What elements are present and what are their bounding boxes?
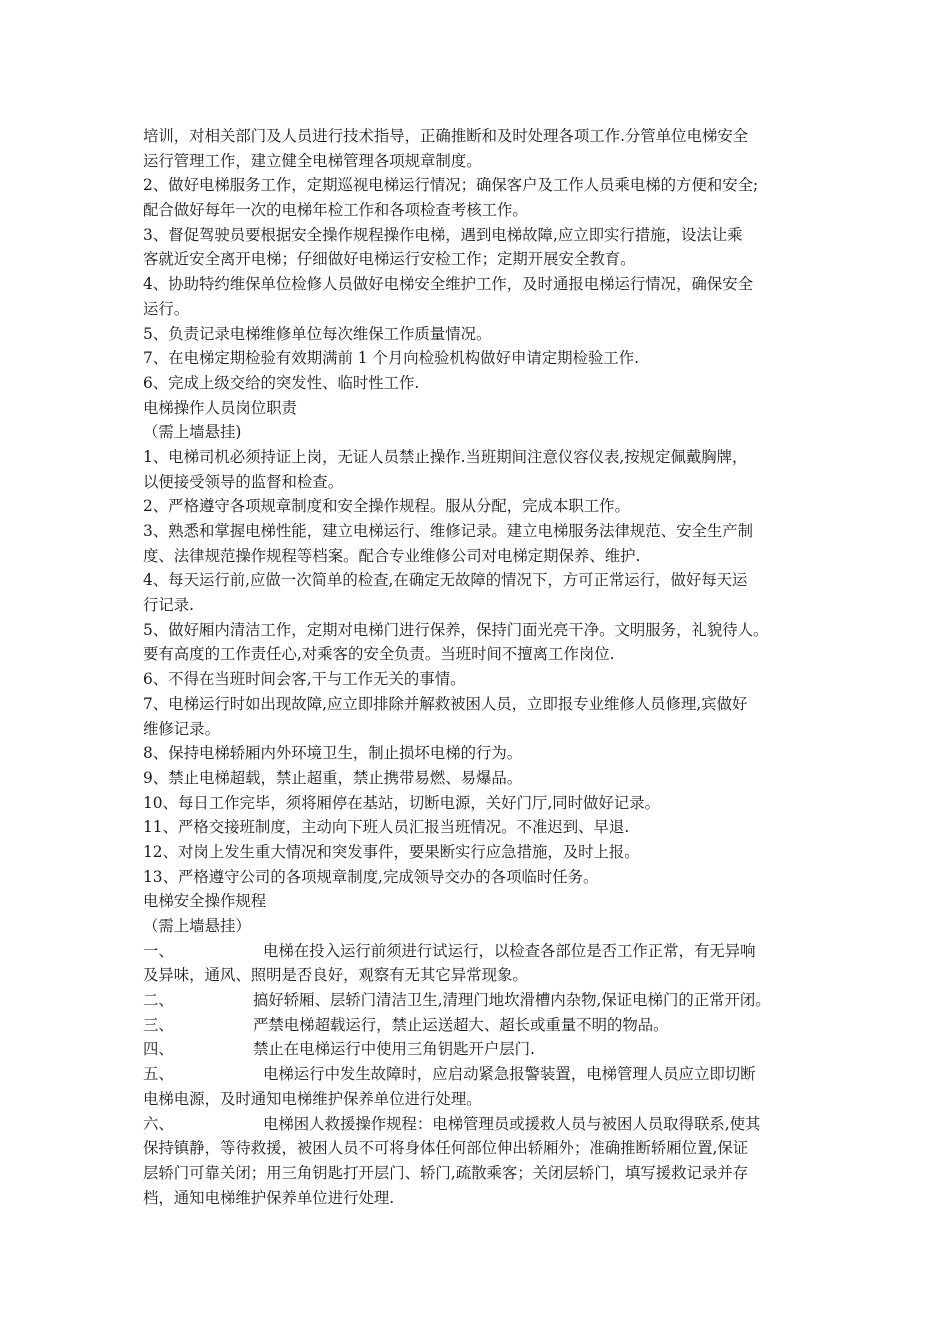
rule-item-5 [143, 1062, 825, 1087]
section-note: （需上墙悬挂) [143, 423, 242, 442]
paragraph-line: 2、严格遵守各项规章制度和安全操作规程。服从分配，完成本职工作。 [143, 497, 630, 516]
paragraph-line: 6、不得在当班时间会客,干与工作无关的事情。 [143, 670, 466, 689]
paragraph-line: 9、禁止电梯超载，禁止超重，禁止携带易燃、易爆品。 [143, 768, 523, 787]
rule-number: 四、 [143, 1040, 174, 1059]
rule-number: 一、 [143, 941, 174, 960]
paragraph-line: 要有高度的工作责任心,对乘客的安全负责。当班时间不擅离工作岗位. [143, 645, 615, 664]
paragraph-line: 7、在电梯定期检验有效期满前 1 个月向检验机构做好申请定期检验工作. [143, 349, 639, 368]
section-title-safety-rules: 电梯安全操作规程 [143, 892, 267, 911]
section-title-operator-duties: 电梯操作人员岗位职责 [143, 398, 297, 417]
paragraph-line: 10、每日工作完毕，须将厢停在基站，切断电源，关好门厅,同时做好记录。 [143, 793, 660, 812]
rule-number: 二、 [143, 991, 174, 1010]
paragraph-line: 配合做好每年一次的电梯年检工作和各项检查考核工作。 [143, 201, 528, 220]
paragraph-line: 4、每天运行前,应做一次简单的检查,在确定无故障的情况下，方可正常运行，做好每天运 [143, 571, 748, 590]
rule-item-6 [143, 1112, 825, 1137]
paragraph-line: 客就近安全离开电梯；仔细做好电梯运行安检工作；定期开展安全教育。 [143, 250, 636, 269]
rule-item-4 [143, 1037, 825, 1062]
paragraph-line: 行记录. [143, 596, 195, 615]
paragraph-line: 1、电梯司机必须持证上岗，无证人员禁止操作.当班期间注意仪容仪表,按规定佩戴胸牌， [143, 447, 748, 466]
paragraph-line: 维修记录。 [143, 719, 220, 738]
rule-text-continued: 及异味，通风、照明是否良好，观察有无其它异常现象。 [143, 966, 528, 985]
rule-text: 电梯在投入运行前须进行试运行，以检查各部位是否工作正常，有无异响 [263, 941, 756, 960]
rule-item-1 [143, 939, 825, 964]
paragraph-line: 12、对岗上发生重大情况和突发事件，要果断实行应急措施，及时上报。 [143, 842, 640, 861]
paragraph-line: 2、做好电梯服务工作，定期巡视电梯运行情况；确保客户及工作人员乘电梯的方便和安全; [143, 176, 759, 195]
section-note: （需上墙悬挂） [143, 917, 251, 935]
document-body [143, 124, 825, 1210]
paragraph-line: 培训，对相关部门及人员进行技术指导，正确推断和及时处理各项工作.分管单位电梯安全 [143, 127, 749, 145]
paragraph-line: 8、保持电梯轿厢内外环境卫生，制止损坏电梯的行为。 [143, 744, 523, 763]
paragraph-line: 3、督促驾驶员要根据安全操作规程操作电梯，遇到电梯故障,应立即实行措施，设法让乘 [143, 225, 743, 244]
rule-number: 六、 [143, 1114, 174, 1133]
paragraph-line: 运行管理工作，建立健全电梯管理各项规章制度。 [143, 151, 482, 170]
paragraph-line: 11、严格交接班制度，主动向下班人员汇报当班情况。不准迟到、早退. [143, 818, 630, 837]
rule-item-3 [143, 1013, 825, 1038]
paragraph-line: 5、做好厢内清洁工作，定期对电梯门进行保养，保持门面光亮干净。文明服务，礼貌待人。 [143, 620, 769, 639]
rule-text: 禁止在电梯运行中使用三角钥匙开户层门. [253, 1040, 535, 1059]
rule-number: 三、 [143, 1015, 174, 1034]
rule-text: 电梯运行中发生故障时，应启动紧急报警装置，电梯管理人员应立即切断 [263, 1065, 756, 1084]
paragraph-line: 度、法律规范操作规程等档案。配合专业维修公司对电梯定期保养、维护. [143, 546, 641, 565]
rule-text: 电梯困人救援操作规程：电梯管理员或援救人员与被困人员取得联系,使其 [263, 1114, 761, 1133]
paragraph-line: 运行。 [143, 299, 190, 318]
rule-item-2 [143, 988, 825, 1013]
rule-text-continued: 保持镇静，等待救援，被困人员不可将身体任何部位伸出轿厢外；准确推断轿厢位置,保证 [143, 1139, 749, 1158]
paragraph-line: 7、电梯运行时如出现故障,应立即排除并解救被困人员，立即报专业维修人员修理,宾做好 [143, 694, 748, 713]
paragraph-line: 5、负责记录电梯维修单位每次维保工作质量情况。 [143, 324, 492, 343]
paragraph-line: 6、完成上级交给的突发性、临时性工作. [143, 373, 420, 392]
rule-text-continued: 档，通知电梯维护保养单位进行处理. [143, 1188, 395, 1207]
paragraph-line: 3、熟悉和掌握电梯性能，建立电梯运行、维修记录。建立电梯服务法律规范、安全生产制 [143, 522, 754, 540]
rule-text: 搞好轿厢、层轿门清洁卫生,清理门地坎滑槽内杂物,保证电梯门的正常开闭。 [253, 991, 771, 1010]
rule-text-continued: 电梯电源，及时通知电梯维护保养单位进行处理。 [143, 1089, 482, 1108]
rule-text: 严禁电梯超载运行，禁止运送超大、超长或重量不明的物品。 [253, 1015, 669, 1034]
paragraph-line: 13、严格遵守公司的各项规章制度,完成领导交办的各项临时任务。 [143, 867, 599, 886]
rule-number: 五、 [143, 1065, 174, 1084]
paragraph-line: 4、协助特约维保单位检修人员做好电梯安全维护工作，及时通报电梯运行情况，确保安全 [143, 275, 754, 294]
rule-text-continued: 层轿门可靠关闭；用三角钥匙打开层门、轿门,疏散乘客；关闭层轿门，填写援救记录并存 [143, 1163, 749, 1182]
paragraph-line: 以便接受领导的监督和检查。 [143, 472, 344, 491]
